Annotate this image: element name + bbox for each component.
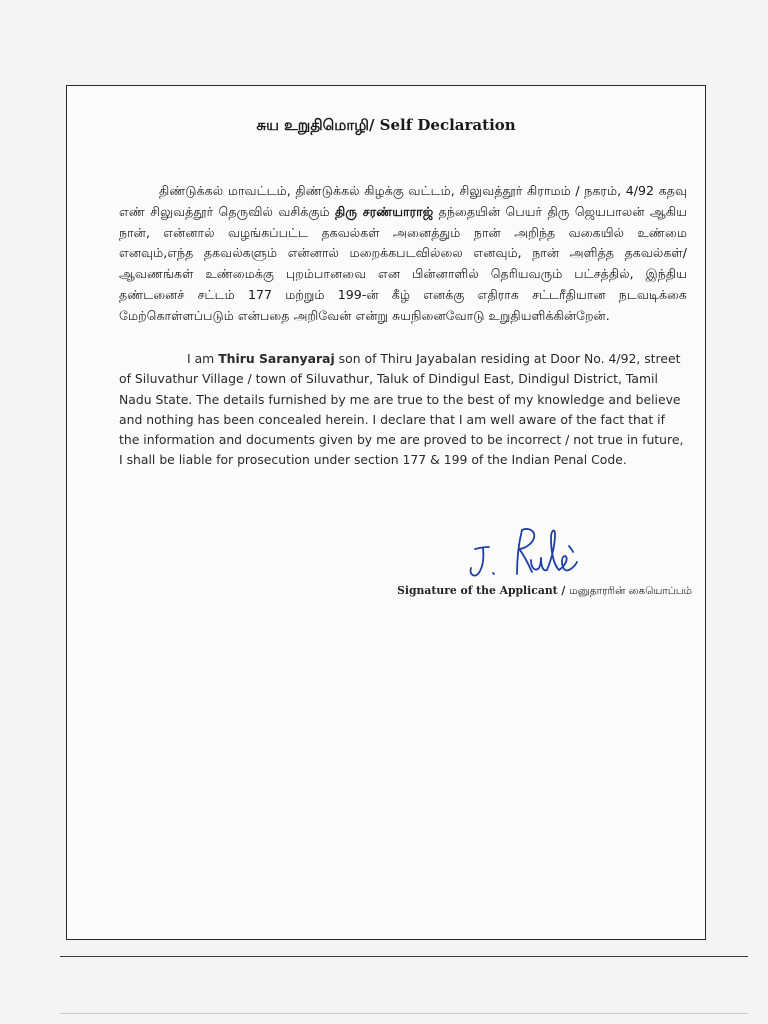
english-applicant-name: Thiru Saranyaraj <box>218 351 335 366</box>
signature-caption-english: Signature of the Applicant / <box>397 584 570 597</box>
english-text-end: son of Thiru Jayabalan residing at Door No. 4/92, street of Siluvathur Village / town of Siluvathur, Taluk of Dindigul East, Dindigul District, Tamil Nadu State. The details furnished by me are true to the best of my knowledge and believe and nothing has been concealed herein. I declare that I am well aware of the fact that if the information and documents given by me are proved to be incorrect / not true in future, I shall be liable for prosecution under section 177 & 199 of the Indian Penal Code. <box>119 351 684 468</box>
bottom-divider-line <box>60 956 748 957</box>
page-title: சுய உறுதிமொழி/ Self Declaration <box>256 116 516 134</box>
tamil-applicant-name: திரு சரண்யாராஜ் <box>335 203 434 219</box>
tamil-text-end: தந்தையின் பெயர் திரு ஜெயபாலன் ஆகிய நான், என்னால் வழங்கப்பட்ட தகவல்கள் அனைத்தும் நான் அறிந்த வகையில் உண்மை எனவும்,எந்த தகவல்களும் என்னால் மறைக்கபடவில்லை எனவும், நான் அளித்த தகவல்கள்/ ஆவணங்கள் உண்மைக்கு புறம்பானவை என பின்னாளில் தெரியவரும் பட்சத்தில், இந்திய தண்டனைச் சட்டம் 177 மற்றும் 199-ன் கீழ் எனக்கு எதிராக சட்டரீதியான நடவடிக்கை மேற்கொள்ளப்படும் என்பதை அறிவேன் என்று சுயநினைவோடு உறுதியளிக்கின்றேன். <box>119 203 687 323</box>
declaration-frame <box>66 85 706 940</box>
signature-caption-tamil: மனுதாரரின் கையொப்பம் <box>569 585 692 597</box>
signature-caption <box>397 584 692 598</box>
bottom-faint-line <box>60 1013 748 1014</box>
handwritten-signature <box>465 516 595 586</box>
tamil-text-start: திண்டுக்கல் மாவட்டம், திண்டுக்கல் கிழக்கு வட்டம், சிலுவத்தூர் கிராமம் / நகரம், 4/92 கதவு எண் சிலுவத்தூர் தெருவில் வசிக்கும் <box>119 183 687 219</box>
english-declaration-paragraph <box>119 349 689 471</box>
english-text-start: I am <box>187 351 219 366</box>
tamil-declaration-paragraph <box>119 181 687 327</box>
